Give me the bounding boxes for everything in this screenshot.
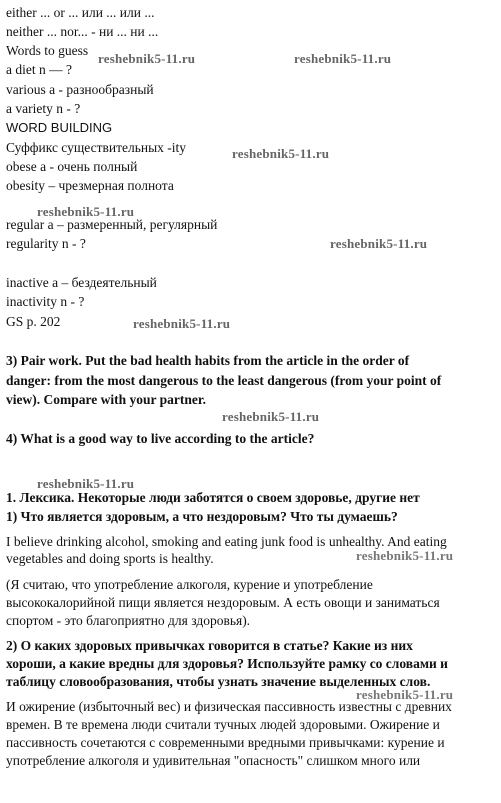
answer-2-line2: времен. В те времена люди считали тучных людей здоровыми. Ожирение и xyxy=(6,717,440,732)
question-2-line3: таблицу словообразования, чтобы узнать значение выделенных слов. xyxy=(6,674,431,689)
vocab-neither: neither ... nor... - ни ... ни ... xyxy=(6,24,159,39)
suffix-heading: Суффикс существительных -ity xyxy=(6,140,187,155)
vocab-regular: regular a – размеренный, регулярный xyxy=(6,217,218,232)
question-2-line2: хороши, а какие вредны для здоровья? Используйте рамку со словами и xyxy=(6,656,448,671)
vocab-obese: obese a - очень полный xyxy=(6,159,138,174)
watermark: reshebnik5-11.ru xyxy=(232,146,330,161)
vocab-various: various a - разнообразный xyxy=(6,82,154,97)
watermark: reshebnik5-11.ru xyxy=(37,204,135,219)
watermark: reshebnik5-11.ru xyxy=(222,409,320,424)
task4: 4) What is a good way to live according to the article? xyxy=(6,431,315,446)
translation-1-line2: высококалорийной пищи является нездоровым. А есть овощи и заниматься xyxy=(6,595,440,610)
word-building-heading: WORD BUILDING xyxy=(6,120,113,135)
watermark: reshebnik5-11.ru xyxy=(294,51,392,66)
answer-2-line3: пассивность сочетаются с современными вредными привычками: курение и xyxy=(6,735,445,750)
vocab-regularity: regularity n - ? xyxy=(6,236,86,251)
words-to-guess-heading: Words to guess xyxy=(6,43,89,58)
answer-1-line1: I believe drinking alcohol, smoking and eating junk food is unhealthy. And eating xyxy=(6,534,447,549)
vocab-a-diet: a diet n — ? xyxy=(6,62,72,77)
watermark: reshebnik5-11.ru xyxy=(37,476,135,491)
answer-2-line4: употребление алкоголя и удивительная "опасность" слишком много или xyxy=(6,753,421,768)
question-1: 1) Что является здоровым, а что нездоровым? Что ты думаешь? xyxy=(6,509,398,524)
answer-heading-1: 1. Лексика. Некоторые люди заботятся о своем здоровье, другие нет xyxy=(6,490,420,505)
watermark: reshebnik5-11.ru xyxy=(133,316,231,331)
task3-line2: danger: from the most dangerous to the least dangerous (from your point of xyxy=(6,373,442,388)
translation-1-line3: спортом - это благоприятно для здоровья). xyxy=(6,613,251,628)
question-2-line1: 2) О каких здоровых привычках говорится в статье? Какие из них xyxy=(6,638,413,653)
answer-1-line2: vegetables and doing sports is healthy. xyxy=(6,551,214,566)
translation-1-line1: (Я считаю, что употребление алкоголя, курение и употребление xyxy=(6,577,373,592)
vocab-inactivity: inactivity n - ? xyxy=(6,294,85,309)
gs-reference: GS p. 202 xyxy=(6,314,61,329)
answer-2-line1: И ожирение (избыточный вес) и физическая пассивность известны с древних xyxy=(6,699,452,714)
vocab-either: either ... or ... или ... или ... xyxy=(6,5,155,20)
task3-line1: 3) Pair work. Put the bad health habits from the article in the order of xyxy=(6,353,410,368)
watermark: reshebnik5-11.ru xyxy=(356,548,454,563)
task3-line3: view). Compare with your partner. xyxy=(6,392,206,407)
vocab-inactive: inactive a – бездеятельный xyxy=(6,275,157,290)
watermark: reshebnik5-11.ru xyxy=(330,236,428,251)
vocab-obesity: obesity – чрезмерная полнота xyxy=(6,178,174,193)
watermark: reshebnik5-11.ru xyxy=(356,687,454,702)
watermark: reshebnik5-11.ru xyxy=(98,51,196,66)
vocab-variety: a variety n - ? xyxy=(6,101,81,116)
